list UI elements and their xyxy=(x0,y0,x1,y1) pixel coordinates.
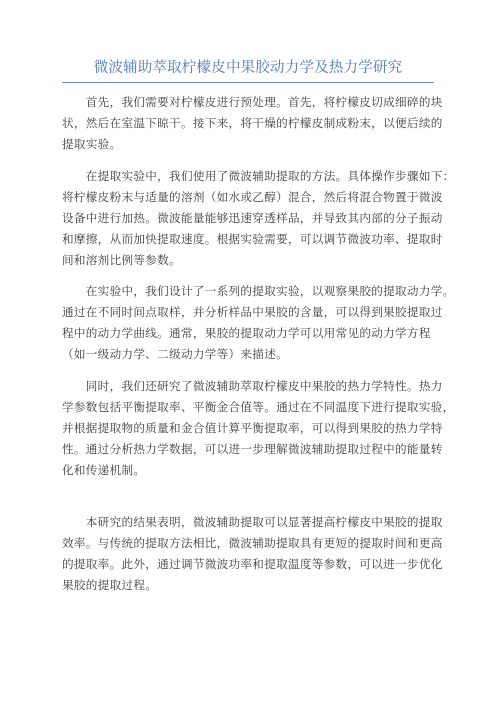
paragraph-line: 将柠檬皮粉末与适量的溶剂（如水或乙醇）混合，然后将混合物置于微波 xyxy=(62,190,443,204)
paragraph-line: 在实验中，我们设计了一系列的提取实验，以观察果胶的提取动力学。 xyxy=(62,284,455,298)
paragraph-line: 首先，我们需要对柠檬皮进行预处理。首先，将柠檬皮切成细碎的块 xyxy=(62,95,443,109)
paragraph-line: 提取实验。 xyxy=(62,137,122,151)
paragraph-pretreatment xyxy=(62,92,443,155)
paragraph-line: 本研究的结果表明，微波辅助提取可以显著提高柠檬皮中果胶的提取 xyxy=(62,515,443,529)
paragraph-thermodynamics xyxy=(62,376,455,481)
paragraph-kinetics xyxy=(62,281,455,365)
paragraph-line: 同时，我们还研究了微波辅助萃取柠檬皮中果胶的热力学特性。热力 xyxy=(62,379,443,393)
paragraph-line: （如一级动力学、二级动力学等）来描述。 xyxy=(62,347,288,361)
paragraph-line: 的提取率。此外，通过调节微波功率和提取温度等参数，可以进一步优化 xyxy=(62,557,443,571)
paragraph-line: 通过在不同时间点取样，并分析样品中果胶的含量，可以得到果胶提取过 xyxy=(62,305,443,319)
paragraph-line: 化和传递机制。 xyxy=(62,463,146,477)
paragraph-line: 间和溶剂比例等参数。 xyxy=(62,253,181,267)
paragraph-line: 并根据提取物的质量和金合值计算平衡提取率，可以得到果胶的热力学特 xyxy=(62,421,443,435)
paragraph-line: 学参数包括平衡提取率、平衡金合值等。通过在不同温度下进行提取实验， xyxy=(62,400,455,414)
paragraph-line: 在提取实验中，我们使用了微波辅助提取的方法。具体操作步骤如下： xyxy=(62,169,455,183)
paragraph-line: 设备中进行加热。微波能量能够迅速穿透样品，并导致其内部的分子振动 xyxy=(62,211,443,225)
paragraph-line: 果胶的提取过程。 xyxy=(62,578,158,592)
title-underline xyxy=(62,82,434,83)
paragraph-extraction-method xyxy=(62,166,455,271)
paragraph-line: 性。通过分析热力学数据，可以进一步理解微波辅助提取过程中的能量转 xyxy=(62,442,443,456)
paragraph-line: 和摩擦，从而加快提取速度。根据实验需要，可以调节微波功率、提取时 xyxy=(62,232,443,246)
paragraph-line: 效率。与传统的提取方法相比，微波辅助提取具有更短的提取时间和更高 xyxy=(62,536,443,550)
document-title: 微波辅助萃取柠檬皮中果胶动力学及热力学研究 xyxy=(93,60,403,76)
paragraph-conclusion xyxy=(62,512,443,596)
paragraph-line: 状，然后在室温下晾干。接下来，将干燥的柠檬皮制成粉末，以便后续的 xyxy=(62,116,443,130)
paragraph-line: 程中的动力学曲线。通常，果胶的提取动力学可以用常见的动力学方程 xyxy=(62,326,431,340)
